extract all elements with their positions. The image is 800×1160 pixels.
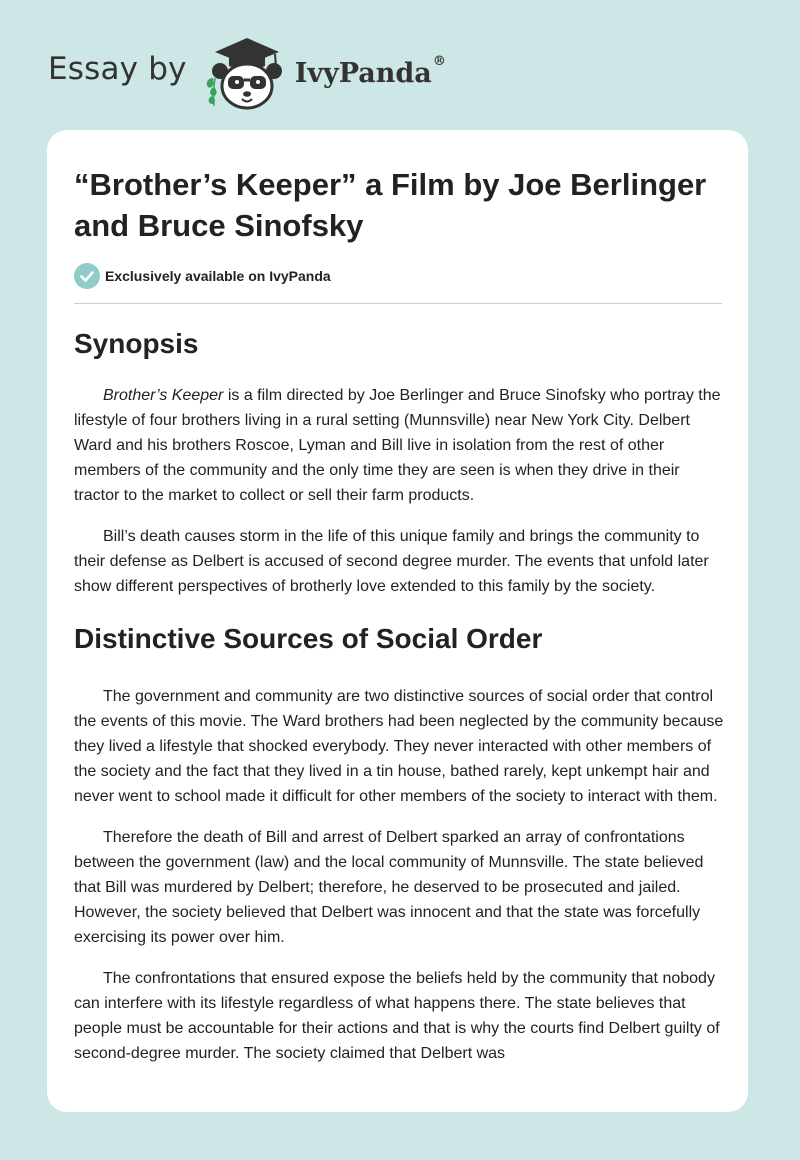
exclusive-label: Exclusively available on IvyPanda (105, 268, 331, 284)
paragraph: The confrontations that ensured expose the beliefs held by the community that nobody can interfere with its lifestyle regardless of what happens there. The state believes that people must be accountable for their actions and that is why the courts find Delbert guilty of second-degree murder. The society claimed that Delbert was (74, 970, 720, 1062)
section-heading-social-order: Distinctive Sources of Social Order (74, 623, 543, 654)
ivypanda-logo-icon (201, 34, 291, 110)
essay-card (47, 130, 748, 1112)
paragraph: The government and community are two distinctive sources of social order that control the events of this movie. The Ward brothers had been neglected by the community because they lived a lifestyle that shocked everybody. They never interacted with other members of the society and the fact that they lived in a tin house, bathed rarely, kept unkempt hair and never went to school made it difficult for other members of the society to interact with them. (74, 688, 724, 805)
registered-mark: ® (432, 53, 446, 69)
paragraph-text: is a film directed by Joe Berlinger and Bruce Sinofsky who portray the lifestyle of four brothers living in a rural setting (Munnsville) near New York City. Delbert Ward and his brothers Roscoe, Lyman and Bill live in isolation from the rest of other members of the community and the only time they are seen is when they drive in their tractor to the market to collect or sell their farm products. (74, 387, 721, 504)
essay-body (74, 326, 724, 1066)
brand-prefix: Essay by (48, 51, 187, 87)
check-circle-icon (74, 263, 100, 289)
section-heading-synopsis: Synopsis (74, 328, 199, 359)
film-title-italic: Brother’s Keeper (103, 387, 224, 404)
exclusive-badge (74, 263, 331, 289)
brand-name-text: IvyPanda (294, 57, 432, 89)
paragraph (74, 383, 724, 508)
essay-title: “Brother’s Keeper” a Film by Joe Berlinger and Bruce Sinofsky (74, 167, 707, 243)
title-divider (74, 303, 722, 304)
brand-name (294, 53, 446, 89)
paragraph: Bill’s death causes storm in the life of this unique family and brings the community to their defense as Delbert is accused of second degree murder. The events that unfold later show different perspectives of brotherly love extended to this family by the society. (74, 528, 709, 595)
brand-header (48, 34, 446, 110)
paragraph: Therefore the death of Bill and arrest of Delbert sparked an array of confrontations between the government (law) and the local community of Munnsville. The state believed that Bill was murdered by Delbert; therefore, he deserved to be prosecuted and jailed. However, the society believed that Delbert was innocent and that the state was forcefully exercising its power over him. (74, 829, 704, 946)
